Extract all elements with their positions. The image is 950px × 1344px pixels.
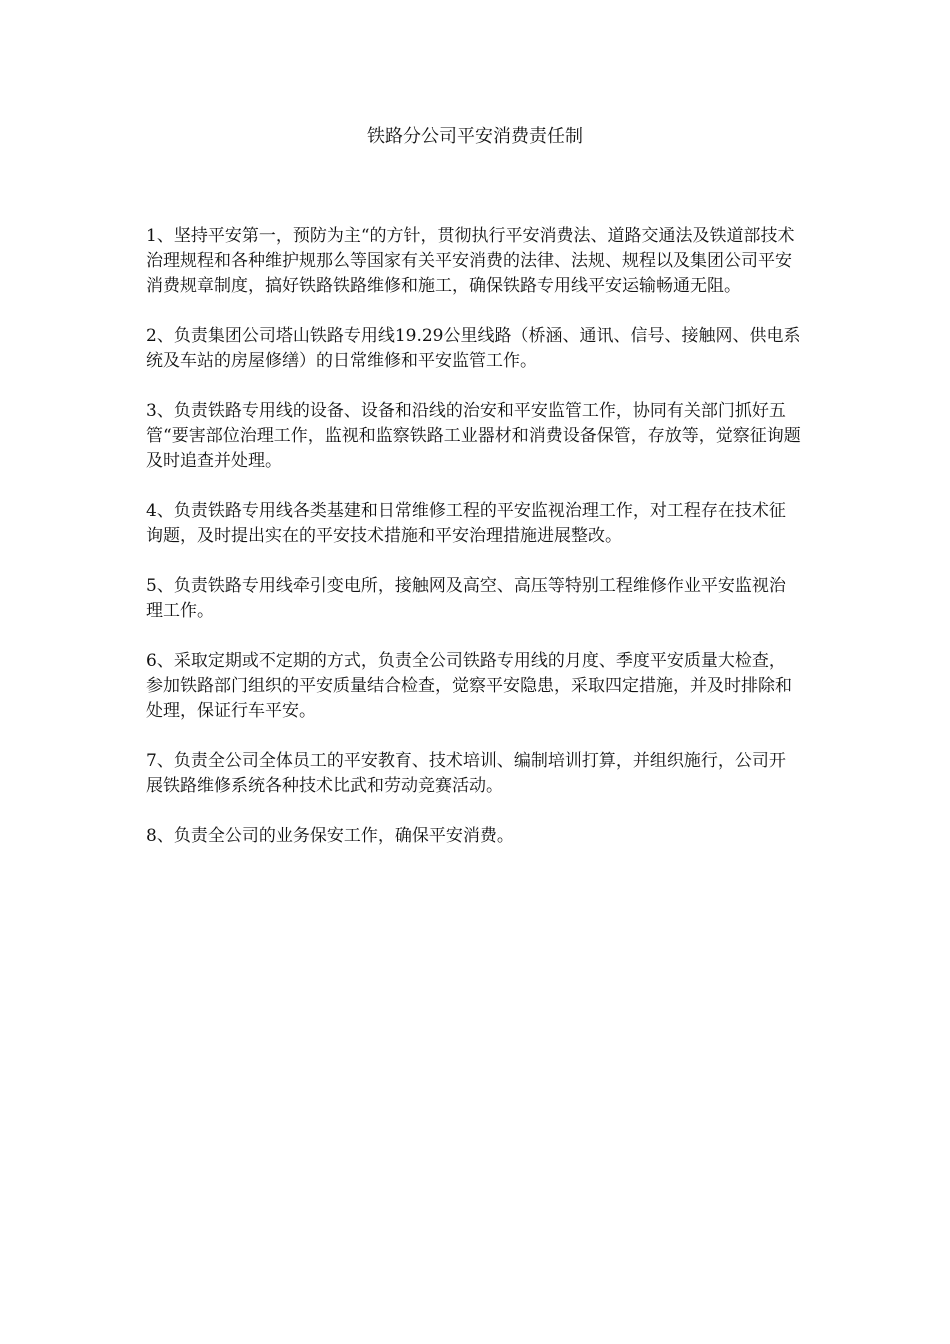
paragraph-7: 7、负责全公司全体员工的平安教育、技术培训、编制培训打算，并组织施行，公司开展铁路维修系统各种技术比武和劳动竞赛活动。 — [146, 751, 786, 796]
document-body — [146, 224, 801, 874]
paragraph-1: 1、坚持平安第一，预防为主“的方针，贯彻执行平安消费法、道路交通法及铁道部技术治理规程和各种维护规那么等国家有关平安消费的法律、法规、规程以及集团公司平安消费规章制度，搞好铁路铁路维修和施工，确保铁路专用线平安运输畅通无阻。 — [146, 226, 795, 296]
paragraph-8: 8、负责全公司的业务保安工作，确保平安消费。 — [146, 826, 514, 846]
paragraph-6: 6、采取定期或不定期的方式，负责全公司铁路专用线的月度、季度平安质量大检查，参加铁路部门组织的平安质量结合检查，觉察平安隐患，采取四定措施，并及时排除和处理，保证行车平安。 — [146, 651, 792, 721]
paragraph-5: 5、负责铁路专用线牵引变电所，接触网及高空、高压等特别工程维修作业平安监视治理工作。 — [146, 576, 786, 621]
paragraph-4: 4、负责铁路专用线各类基建和日常维修工程的平安监视治理工作，对工程存在技术征询题，及时提出实在的平安技术措施和平安治理措施进展整改。 — [146, 501, 786, 546]
paragraph-3: 3、负责铁路专用线的设备、设备和沿线的治安和平安监管工作，协同有关部门抓好五管“要害部位治理工作，监视和监察铁路工业器材和消费设备保管，存放等，觉察征询题及时追查并处理。 — [146, 401, 801, 471]
paragraph-2: 2、负责集团公司塔山铁路专用线19.29公里线路（桥涵、通讯、信号、接触网、供电系统及车站的房屋修缮）的日常维修和平安监管工作。 — [146, 326, 801, 371]
document-title: 铁路分公司平安消费责任制 — [367, 126, 583, 147]
